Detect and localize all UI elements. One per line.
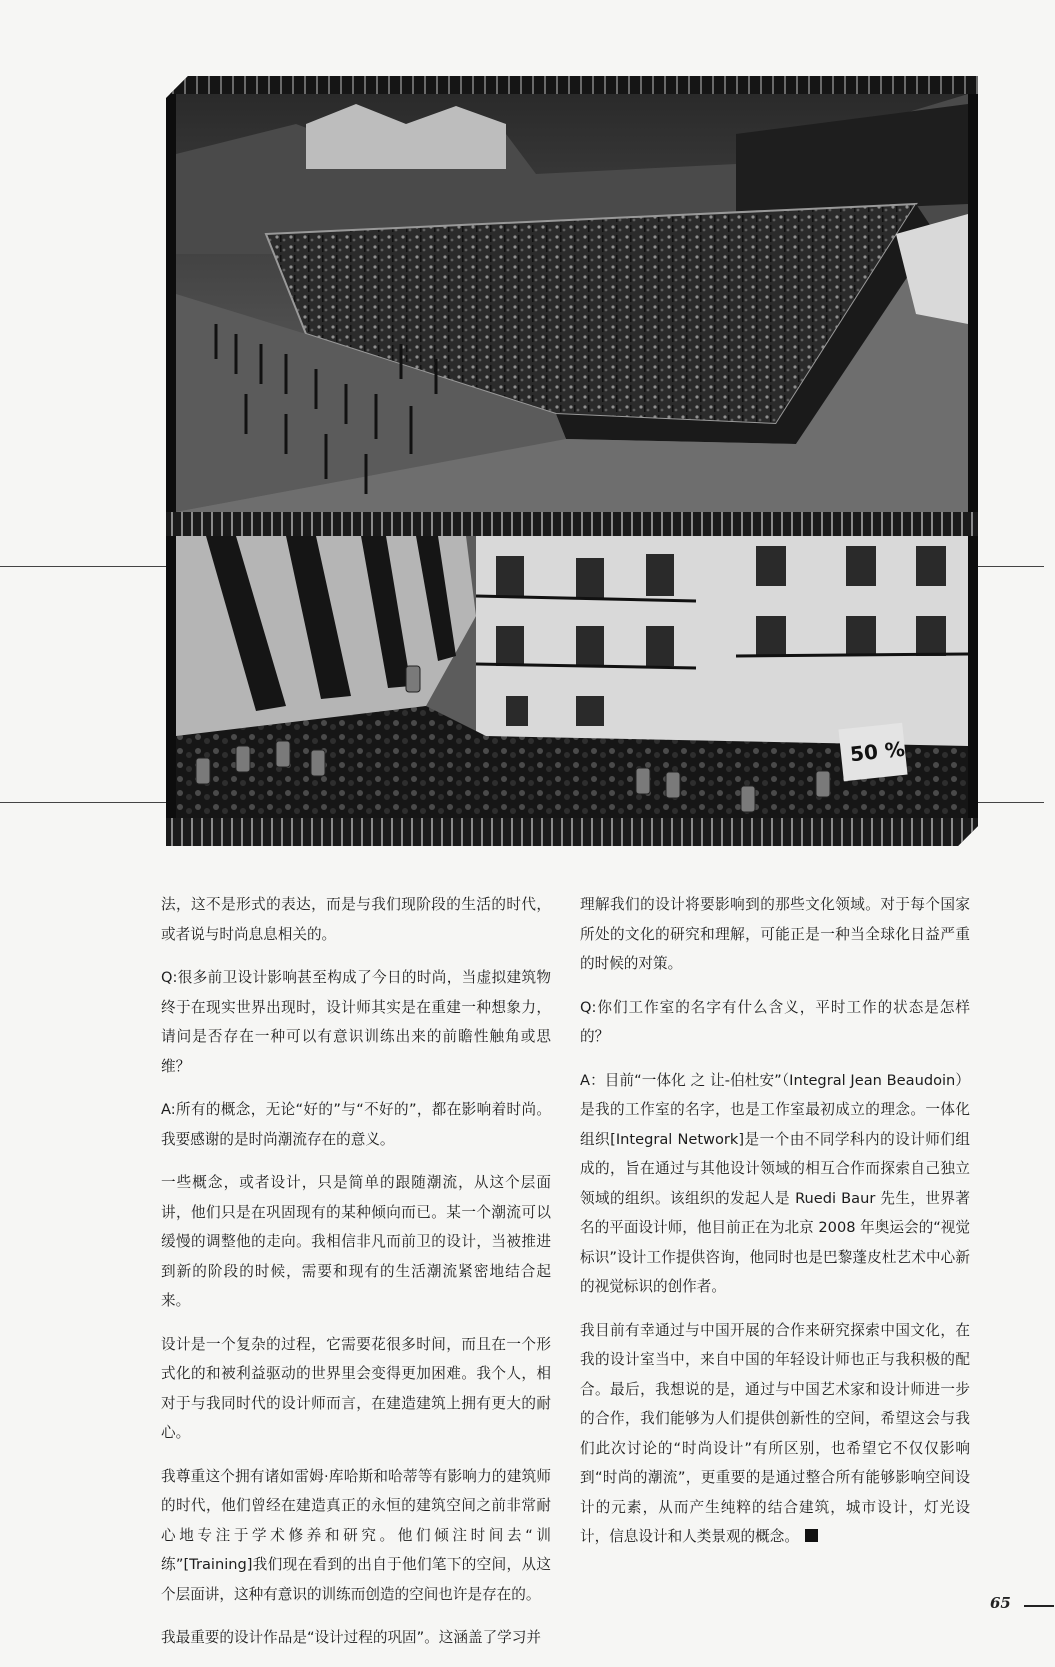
article-column-left xyxy=(161,890,551,1667)
question-paragraph: Q:很多前卫设计影响甚至构成了今日的时尚，当虚拟建筑物终于在现实世界出现时，设计师其实是在重建一种想象力，请问是否存在一种可以有意识训练出来的前瞻性触角或思维？ xyxy=(161,969,551,1075)
horizontal-rule-left-upper xyxy=(0,566,166,567)
horizontal-rule-left-lower xyxy=(0,802,166,803)
closing-text: 我目前有幸通过与中国开展的合作来研究探索中国文化，在我的设计室当中，来自中国的年轻设计师也正与我积极的配合。最后，我想说的是，通过与中国艺术家和设计师进一步的合作，我们能够为人们提供创新性的空间，希望这会与我们此次讨论的“时尚设计”有所区别，也希望它不仅仅影响到“时尚的潮流”，更重要的是通过整合所有能够影响空间设计的元素，从而产生纯粹的结合建筑，城市设计，灯光设计，信息设计和人类景观的概念。 xyxy=(580,1321,970,1545)
film-strip-top xyxy=(166,76,978,94)
page-number: 65 xyxy=(990,1594,1011,1612)
paragraph: 设计是一个复杂的过程，它需要花很多时间，而且在一个形式化的和被利益驱动的世界里会变得更加困难。我个人，相对于与我同时代的设计师而言，在建造建筑上拥有更大的耐心。 xyxy=(161,1335,551,1441)
sale-sign: 50 % xyxy=(848,736,906,767)
paragraph: 我最重要的设计作品是“设计过程的巩固”。这涵盖了学习并 xyxy=(161,1629,541,1646)
rendering-plaza-image xyxy=(176,94,968,512)
answer-paragraph: A:所有的概念，无论“好的”与“不好的”，都在影响着时尚。我要感谢的是时尚潮流存在的意义。 xyxy=(161,1101,551,1148)
answer-paragraph: A：目前“一体化 之 让-伯杜安”（Integral Jean Beaudoin）是我的工作室的名字，也是工作室最初成立的理念。一体化组织[Integral Network]是一个由不同学科内的设计师们组成的，旨在通过与其他设计领域的相互合作而探索自己独立领域的组织。该组织的发起人是 Ruedi Baur 先生，世界著名的平面设计师，他目前正在为北京 2008 年奥运会的“视觉标识”设计工作提供咨询，他同时也是巴黎蓬皮杜艺术中心新的视觉标识的创作者。 xyxy=(580,1071,970,1295)
question-paragraph: Q:你们工作室的名字有什么含义，平时工作的状态是怎样的？ xyxy=(580,998,970,1045)
film-strip-bottom xyxy=(166,818,978,846)
horizontal-rule-right-upper xyxy=(978,566,1044,567)
folio-rule xyxy=(1024,1605,1054,1607)
paragraph: 一些概念，或者设计，只是简单的跟随潮流，从这个层面讲，他们只是在巩固现有的某种倾向而已。某一个潮流可以缓慢的调整他的走向。我相信非凡而前卫的设计，当被推进到新的阶段的时候，需要和现有的生活潮流紧密地结合起来。 xyxy=(161,1174,551,1309)
paragraph: 我尊重这个拥有诸如雷姆·库哈斯和哈蒂等有影响力的建筑师的时代，他们曾经在建造真正的永恒的建筑空间之前非常耐心地专注于学术修养和研究。他们倾注时间去“训练”[Training]我们现在看到的出自于他们笔下的空间，从这个层面讲，这种有意识的训练而创造的空间也许是存在的。 xyxy=(161,1467,551,1603)
paragraph: 法，这不是形式的表达，而是与我们现阶段的生活的时代，或者说与时尚息息相关的。 xyxy=(161,896,551,943)
closing-paragraph xyxy=(580,1316,970,1552)
horizontal-rule-right-lower xyxy=(978,802,1044,803)
photo-collage xyxy=(166,76,978,846)
article-column-right xyxy=(580,890,970,1566)
film-strip-middle xyxy=(166,512,978,536)
paragraph: 理解我们的设计将要影响到的那些文化领域。对于每个国家所处的文化的研究和理解，可能正是一种当全球化日益严重的时候的对策。 xyxy=(580,896,970,972)
end-mark-icon xyxy=(805,1529,818,1542)
street-crowd-photo xyxy=(176,536,968,818)
